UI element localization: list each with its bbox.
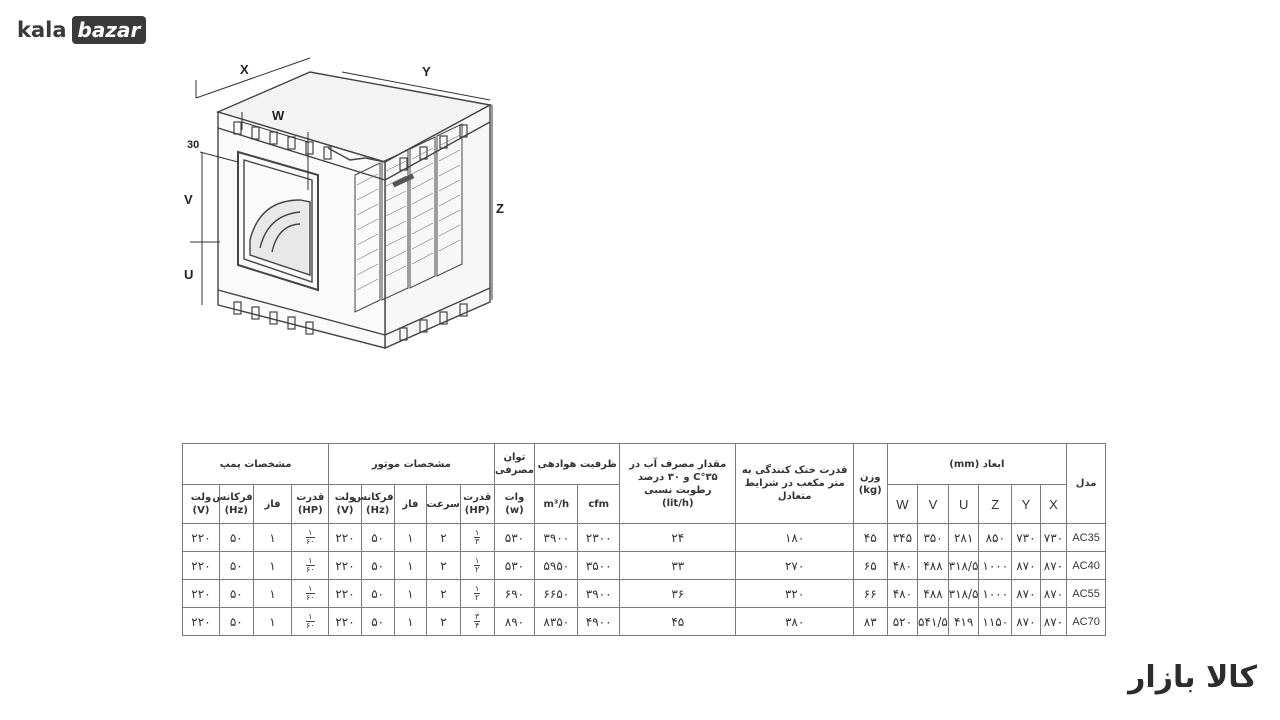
cell-x: ۷۳۰ — [1040, 524, 1067, 552]
cell-z: ۱۰۰۰ — [979, 552, 1012, 580]
header-model: مدل — [1067, 444, 1106, 524]
subheader-motor-phase: فاز — [394, 485, 427, 524]
cell-power: ۶۹۰ — [494, 580, 535, 608]
cell-motor-speed: ۲ — [427, 580, 461, 608]
cooler-dimension-diagram — [160, 50, 520, 360]
fraction-numerator: ۱ — [475, 528, 480, 537]
subheader-motor-hp: قدرت (HP) — [460, 485, 494, 524]
fraction — [474, 529, 480, 546]
cell-z: ۱۰۰۰ — [979, 580, 1012, 608]
header-weight-label: وزن — [859, 471, 881, 483]
subheader-dim-z: Z — [979, 485, 1012, 524]
subheader-motor-speed: سرعت — [427, 485, 461, 524]
fraction — [474, 557, 480, 574]
cell-power: ۵۳۰ — [494, 524, 535, 552]
cell-water: ۴۵ — [620, 608, 736, 636]
cell-pump-hz: ۵۰ — [219, 552, 253, 580]
fraction-denominator: ۲ — [475, 593, 480, 602]
fraction-denominator: ۳ — [475, 537, 480, 546]
cell-motor-phase: ۱ — [394, 580, 427, 608]
cell-pump-hz: ۵۰ — [219, 580, 253, 608]
subheader-cfm: cfm — [578, 485, 620, 524]
cell-cfm: ۳۹۰۰ — [578, 580, 620, 608]
cell-w: ۴۸۰ — [887, 580, 918, 608]
cell-motor-volt: ۲۲۰ — [329, 524, 362, 552]
subheader-dim-v: V — [918, 485, 949, 524]
header-water — [620, 444, 736, 524]
cell-pump-hz: ۵۰ — [219, 608, 253, 636]
header-airflow: ظرفیت هوادهی — [535, 444, 620, 485]
header-cooling: قدرت خنک کنندگی به متر مکعب در شرایط متعادل — [736, 444, 853, 524]
header-dims: ابعاد (mm) — [887, 444, 1067, 485]
cell-y: ۸۷۰ — [1012, 552, 1041, 580]
cell-motor-hz: ۵۰ — [361, 580, 394, 608]
subheader-pump-hp: قدرت (HP) — [292, 485, 329, 524]
header-weight — [853, 444, 887, 524]
cell-pump-hp — [292, 552, 329, 580]
cell-cooling: ۳۲۰ — [736, 580, 853, 608]
cell-pump-volt: ۲۲۰ — [183, 580, 220, 608]
header-power: توان مصرفی — [494, 444, 535, 485]
cell-motor-volt: ۲۲۰ — [329, 552, 362, 580]
fraction — [306, 557, 315, 574]
header-motor: مشخصات موتور — [329, 444, 494, 485]
cell-motor-volt: ۲۲۰ — [329, 608, 362, 636]
cell-u: ۴۱۹ — [948, 608, 979, 636]
cell-motor-phase: ۱ — [394, 608, 427, 636]
fraction-numerator: ۱ — [475, 584, 480, 593]
cell-motor-hz: ۵۰ — [361, 552, 394, 580]
table-row — [183, 552, 1106, 580]
cell-pump-hp — [292, 580, 329, 608]
table-row — [183, 580, 1106, 608]
cell-motor-phase: ۱ — [394, 524, 427, 552]
dim-label-y: Y — [422, 64, 431, 79]
cell-weight: ۸۳ — [853, 608, 887, 636]
fraction-numerator: ۱ — [306, 585, 315, 594]
fraction — [306, 529, 315, 546]
cell-pump-hz: ۵۰ — [219, 524, 253, 552]
fraction-numerator: ۱ — [306, 613, 315, 622]
cell-x: ۸۷۰ — [1040, 552, 1067, 580]
logo-kala-text: kala — [17, 18, 67, 42]
cell-pump-volt: ۲۲۰ — [183, 608, 220, 636]
dim-label-30: 30 — [187, 139, 200, 151]
cell-v: ۴۸۸ — [918, 552, 949, 580]
fraction — [306, 585, 315, 602]
header-pump: مشخصات پمپ — [183, 444, 329, 485]
header-weight-unit: (kg) — [858, 484, 882, 496]
cell-motor-speed: ۲ — [427, 524, 461, 552]
cell-power: ۵۳۰ — [494, 552, 535, 580]
subheader-dim-w: W — [887, 485, 918, 524]
fraction-denominator: ۶۰ — [305, 537, 315, 546]
subheader-motor-volt: ولت (V) — [329, 485, 362, 524]
subheader-m3h: m³/h — [535, 485, 578, 524]
fraction-denominator: ۶۰ — [305, 565, 315, 574]
table-row — [183, 524, 1106, 552]
cell-v: ۵۴۱/۵ — [918, 608, 949, 636]
cell-power: ۸۹۰ — [494, 608, 535, 636]
subheader-motor-hz: فرکانس (Hz) — [361, 485, 394, 524]
cell-u: ۳۱۸/۵ — [948, 552, 979, 580]
cell-pump-volt: ۲۲۰ — [183, 524, 220, 552]
dim-label-u: U — [184, 267, 194, 282]
cell-weight: ۶۵ — [853, 552, 887, 580]
fraction-denominator: ۶۰ — [305, 621, 315, 630]
cell-v: ۳۵۰ — [918, 524, 949, 552]
cell-pump-volt: ۲۲۰ — [183, 552, 220, 580]
brand-logo[interactable] — [17, 16, 146, 44]
cell-pump-phase: ۱ — [253, 580, 292, 608]
dim-label-x: X — [240, 62, 249, 77]
cell-w: ۴۸۰ — [887, 552, 918, 580]
cell-z: ۸۵۰ — [979, 524, 1012, 552]
cell-cooling: ۱۸۰ — [736, 524, 853, 552]
cell-x: ۸۷۰ — [1040, 580, 1067, 608]
cell-model: AC70 — [1067, 608, 1106, 636]
cell-motor-speed: ۲ — [427, 608, 461, 636]
cell-m3h: ۵۹۵۰ — [535, 552, 578, 580]
cell-water: ۳۳ — [620, 552, 736, 580]
cell-cfm: ۲۳۰۰ — [578, 524, 620, 552]
fraction-numerator: ۱ — [306, 557, 315, 566]
subheader-dim-x: X — [1040, 485, 1067, 524]
cell-motor-speed: ۲ — [427, 552, 461, 580]
fraction — [474, 585, 480, 602]
cell-water: ۲۴ — [620, 524, 736, 552]
cell-pump-phase: ۱ — [253, 524, 292, 552]
header-water-unit: (lit/h) — [661, 497, 694, 509]
table-row — [183, 608, 1106, 636]
cell-motor-hp — [460, 580, 494, 608]
fraction — [474, 613, 480, 630]
cell-m3h: ۳۹۰۰ — [535, 524, 578, 552]
cell-m3h: ۸۳۵۰ — [535, 608, 578, 636]
cell-cfm: ۴۹۰۰ — [578, 608, 620, 636]
cell-model: AC55 — [1067, 580, 1106, 608]
cell-cfm: ۳۵۰۰ — [578, 552, 620, 580]
cell-weight: ۴۵ — [853, 524, 887, 552]
cell-water: ۳۶ — [620, 580, 736, 608]
fraction-numerator: ۱ — [475, 556, 480, 565]
cell-motor-phase: ۱ — [394, 552, 427, 580]
cell-m3h: ۶۶۵۰ — [535, 580, 578, 608]
subheader-dim-y: Y — [1012, 485, 1041, 524]
spec-table — [182, 443, 1106, 636]
cell-u: ۳۱۸/۵ — [948, 580, 979, 608]
logo-bazar-text: bazar — [72, 16, 147, 44]
brand-logo-fa: کالا بازار — [1128, 660, 1257, 695]
cell-y: ۸۷۰ — [1012, 580, 1041, 608]
cell-motor-hz: ۵۰ — [361, 524, 394, 552]
cell-w: ۳۴۵ — [887, 524, 918, 552]
cell-y: ۷۳۰ — [1012, 524, 1041, 552]
cell-pump-phase: ۱ — [253, 552, 292, 580]
cell-model: AC40 — [1067, 552, 1106, 580]
cell-u: ۲۸۱ — [948, 524, 979, 552]
dim-label-v: V — [184, 192, 193, 207]
cell-z: ۱۱۵۰ — [979, 608, 1012, 636]
subheader-dim-u: U — [948, 485, 979, 524]
cell-x: ۸۷۰ — [1040, 608, 1067, 636]
fraction-denominator: ۴ — [475, 621, 480, 630]
subheader-pump-volt: ولت (V) — [183, 485, 220, 524]
cell-y: ۸۷۰ — [1012, 608, 1041, 636]
cell-weight: ۶۶ — [853, 580, 887, 608]
subheader-pump-phase: فاز — [253, 485, 292, 524]
cell-motor-hp — [460, 552, 494, 580]
cell-model: AC35 — [1067, 524, 1106, 552]
cell-cooling: ۳۸۰ — [736, 608, 853, 636]
cell-motor-volt: ۲۲۰ — [329, 580, 362, 608]
fraction-denominator: ۶۰ — [305, 593, 315, 602]
cell-pump-phase: ۱ — [253, 608, 292, 636]
header-water-label: مقدار مصرف آب در ۳۵°C و ۳۰ درصد رطوبت نسبی — [629, 458, 727, 496]
cell-pump-hp — [292, 524, 329, 552]
cell-motor-hp — [460, 608, 494, 636]
fraction-numerator: ۱ — [306, 529, 315, 538]
fraction-numerator: ۳ — [475, 612, 480, 621]
fraction-denominator: ۲ — [475, 565, 480, 574]
cell-v: ۴۸۸ — [918, 580, 949, 608]
dim-label-w: W — [272, 108, 285, 123]
dim-label-z: Z — [496, 201, 504, 216]
cell-motor-hp — [460, 524, 494, 552]
subheader-power-watt: وات (w) — [494, 485, 535, 524]
cell-motor-hz: ۵۰ — [361, 608, 394, 636]
subheader-pump-hz: فرکانس (Hz) — [219, 485, 253, 524]
cell-cooling: ۲۷۰ — [736, 552, 853, 580]
fraction — [306, 613, 315, 630]
cell-pump-hp — [292, 608, 329, 636]
cell-w: ۵۲۰ — [887, 608, 918, 636]
